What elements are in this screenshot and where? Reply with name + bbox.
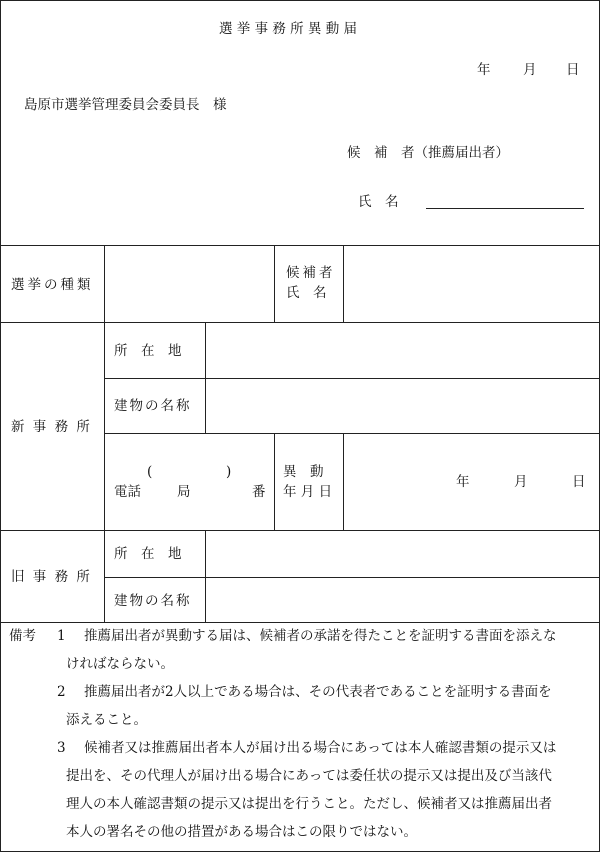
new-building-field[interactable] [206,379,600,433]
remark-1-line2: ければならない。 [66,656,174,672]
col-divider-b [274,245,275,322]
addressee: 島原市選挙管理委員会委員長 様 [24,97,227,113]
remark-2-line2: 添えること。 [66,712,147,728]
remark-3-line4: 本人の署名その他の措置がある場合はこの限りではない。 [66,824,417,840]
election-type-label: 選挙の種類 [11,277,94,293]
date-year-label: 年 [477,62,491,78]
change-year-label: 年 [456,474,470,490]
submitter-label: 候 補 者（推薦届出者） [347,145,509,161]
change-date-label-line1: 異 動 [283,464,324,480]
form-title: 選 挙 事 務 所 異 動 届 [219,21,358,37]
change-date-label-line2: 年 月 日 [283,484,333,500]
candidate-name-field[interactable] [344,246,600,322]
phone-paren-close: ) [226,464,232,480]
new-office-label: 新 事 務 所 [11,419,92,435]
phone-number-label: 番 [252,484,266,500]
phone-exchange-label: 局 [177,484,191,500]
phone-paren-open: ( [147,464,153,480]
candidate-label-line1: 候補者 [286,265,336,281]
remark-2-number: 2 [57,684,66,700]
old-building-field[interactable] [206,578,600,622]
date-month-label: 月 [523,62,537,78]
table-bottom-border [1,622,600,623]
date-day-label: 日 [566,62,580,78]
remark-3-line3: 理人の本人確認書類の提示又は提出を行うこと。ただし、候補者又は推薦届出者 [66,796,552,812]
remark-3-line1: 候補者又は推薦届出者本人が届け出る場合にあっては本人確認書類の提示又は [84,740,557,756]
new-building-label: 建物の名称 [114,398,192,414]
old-building-label: 建物の名称 [114,593,192,609]
change-date-field[interactable] [344,434,600,530]
col-divider-e [274,433,275,530]
new-location-label: 所 在 地 [114,343,182,359]
old-location-label: 所 在 地 [114,546,182,562]
old-location-field[interactable] [206,531,600,577]
change-month-label: 月 [514,474,528,490]
name-label: 氏 名 [358,194,399,210]
candidate-label-line2: 氏 名 [286,285,327,301]
phone-field[interactable] [105,434,274,530]
remark-2-line1: 推薦届出者が2人以上である場合は、その代表者であることを証明する書面を [84,684,552,700]
change-day-label: 日 [572,474,586,490]
remark-1-line1: 推薦届出者が異動する届は、候補者の承諾を得たことを証明する書面を添えな [84,628,557,644]
remarks-heading: 備考 [9,628,36,644]
election-type-field[interactable] [105,246,274,322]
old-office-label: 旧 事 務 所 [11,569,92,585]
remark-3-line2: 提出を、その代理人が届け出る場合にあっては委任状の提示又は提出及び当該代 [66,768,552,784]
remark-3-number: 3 [57,740,66,756]
phone-label: 電話 [114,484,141,500]
remark-1-number: 1 [57,628,66,644]
signature-line[interactable] [426,208,584,209]
new-location-field[interactable] [206,323,600,378]
